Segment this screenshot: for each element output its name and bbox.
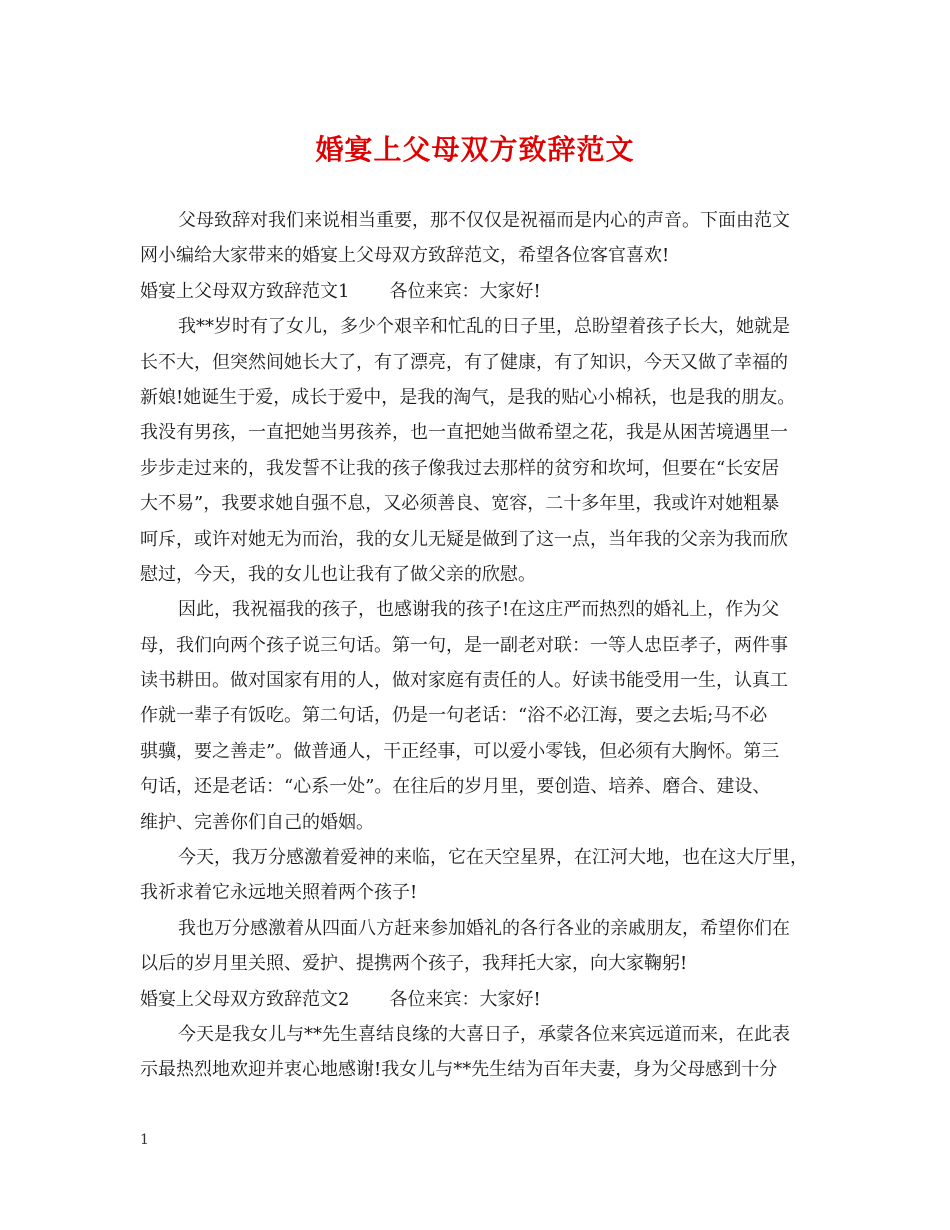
paragraph-line: 慰过，今天，我的女儿也让我有了做父亲的欣慰。 [140, 563, 536, 585]
paragraph-line: 呵斥，或许对她无为而治，我的女儿无疑是做到了这一点，当年我的父亲为我而欣 [140, 528, 788, 550]
paragraph-line: 新娘!她诞生于爱，成长于爱中，是我的淘气，是我的贴心小棉袄，也是我的朋友。 [140, 386, 796, 408]
paragraph-line: 以后的岁月里关照、爱护、提携两个孩子，我拜托大家，向大家鞠躬! [140, 953, 688, 975]
paragraph-line: 母，我们向两个孩子说三句话。第一句，是一副老对联：一等人忠臣孝子，两件事 [140, 634, 788, 656]
paragraph-line: 网小编给大家带来的婚宴上父母双方致辞范文，希望各位客官喜欢! [140, 245, 670, 267]
paragraph-line: 维护、完善你们自己的婚姻。 [140, 811, 374, 833]
paragraph-line: 步步走过来的，我发誓不让我的孩子像我过去那样的贫穷和坎坷，但要在“长安居 [140, 457, 780, 479]
paragraph-line: 长不大，但突然间她长大了，有了漂亮，有了健康，有了知识，今天又做了幸福的 [140, 351, 788, 373]
paragraph-line: 我祈求着它永远地关照着两个孩子! [140, 882, 418, 904]
section-heading-line [140, 274, 822, 309]
section-heading: 婚宴上父母双方致辞范文2 [140, 988, 350, 1010]
paragraph-line: 示最热烈地欢迎并衷心地感谢!我女儿与**先生结为百年夫妻，身为父母感到十分 [140, 1059, 778, 1081]
paragraph-first-line: 我**岁时有了女儿，多少个艰辛和忙乱的日子里，总盼望着孩子长大，她就是 [178, 316, 790, 338]
paragraph-line: 我没有男孩，一直把她当男孩养，也一直把她当做希望之花，我是从困苦境遇里一 [140, 422, 788, 444]
greeting-text: 各位来宾：大家好! [389, 988, 541, 1010]
page-number: 1 [140, 1132, 149, 1148]
paragraph-first-line: 父母致辞对我们来说相当重要，那不仅仅是祝福而是内心的声音。下面由范文 [178, 210, 790, 231]
paragraph-line: 大不易”，我要求她自强不息，又必须善良、宽容，二十多年里，我或许对她粗暴 [140, 493, 780, 515]
paragraph-line: 读书耕田。做对国家有用的人，做对家庭有责任的人。好读书能受用一生，认真工 [140, 670, 788, 692]
greeting-text: 各位来宾：大家好! [389, 280, 541, 302]
section-heading: 婚宴上父母双方致辞范文1 [140, 280, 350, 302]
paragraph-first-line: 今天，我万分感激着爱神的来临，它在天空星界，在江河大地，也在这大厅里， [178, 847, 808, 869]
paragraph-line: 作就一辈子有饭吃。第二句话，仍是一句老话：“浴不必江海，要之去垢;马不必 [140, 705, 768, 727]
section-heading-line [140, 982, 822, 1017]
paragraph-first-line: 因此，我祝福我的孩子，也感谢我的孩子!在这庄严而热烈的婚礼上，作为父 [178, 599, 780, 621]
document-body [140, 203, 822, 1088]
document-title: 婚宴上父母双方致辞范文 [315, 133, 635, 166]
paragraph-line: 句话，还是老话：“心系一处”。在往后的岁月里，要创造、培养、磨合、建设、 [140, 776, 771, 798]
paragraph-first-line: 今天是我女儿与**先生喜结良缘的大喜日子，承蒙各位来宾远道而来，在此表 [178, 1023, 790, 1045]
paragraph-line: 骐骥，要之善走”。做普通人，干正经事，可以爱小零钱，但必须有大胸怀。第三 [140, 740, 780, 762]
paragraph-first-line: 我也万分感激着从四面八方赶来参加婚礼的各行各业的亲戚朋友，希望你们在 [178, 917, 790, 939]
